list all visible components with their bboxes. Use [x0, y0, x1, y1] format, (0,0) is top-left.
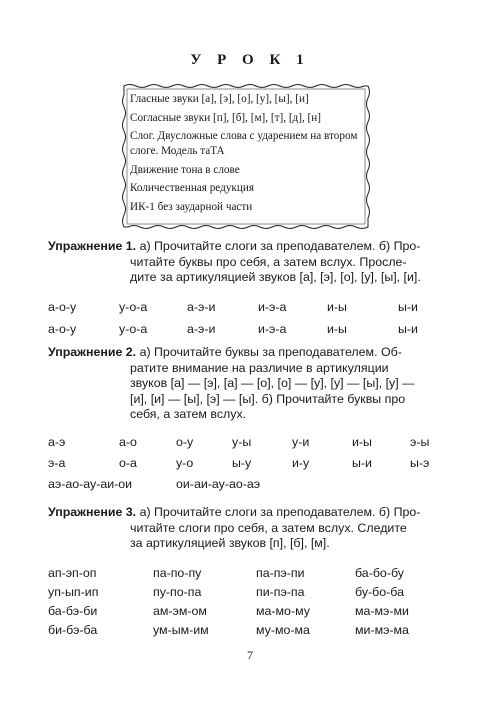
exercise-2-text-line: себя, а затем вслух.: [130, 407, 247, 421]
exercise-2-text-line: [и], [и] — [ы], [э] — [ы]. б) Прочитайте буквы про: [130, 391, 406, 406]
exercise-2-text-line: ратите внимание на различие в артикуляции: [130, 360, 389, 375]
syllable-group: ам-эм-ом: [153, 604, 207, 618]
syllable-group: ма-мо-му: [256, 604, 310, 618]
letter-pair: и-ы: [352, 435, 372, 449]
syllable-group: уп-ып-ип: [48, 585, 99, 599]
box-item-syllable: Слог. Двусложные слова с ударением на втором слоге. Модель таТА: [130, 130, 358, 157]
box-item-consonants: Согласные звуки [п], [б], [м], [т], [д], [н]: [130, 111, 321, 124]
syllable-group: би-бэ-ба: [48, 623, 98, 637]
syllable-group: ум-ым-им: [153, 623, 209, 637]
exercise-2-text-line: звуков [а] — [э], [а] — [о], [о] — [у], [у] — [ы], [у] —: [130, 376, 415, 390]
exercise-1-text-line: читайте буквы про себя, а затем вслух. Просле-: [130, 254, 407, 269]
exercise-3-label: Упражнение 3.: [48, 505, 137, 519]
syllable: у-о-а: [119, 300, 148, 314]
box-item-ik1: ИК-1 без заударной части: [130, 200, 253, 213]
letter-pair: у-о: [176, 456, 194, 470]
letter-pair: и-у: [292, 456, 310, 470]
exercise-1-label: Упражнение 1.: [48, 239, 137, 253]
exercise-2-text-first: а) Прочитайте буквы за преподавателем. Об-: [139, 345, 402, 359]
exercise-1-text-first: а) Прочитайте слоги за преподавателем. б) Про-: [139, 239, 421, 253]
syllable: и-э-а: [258, 300, 287, 314]
letter-pair: ы-у: [232, 456, 252, 470]
syllable-group: ми-мэ-ма: [355, 623, 409, 637]
exercise-3-text-first: а) Прочитайте слоги за преподавателем. б) Про-: [139, 505, 421, 519]
syllable: а-о-у: [48, 322, 77, 336]
syllable-group: ба-бэ-би: [48, 604, 98, 618]
vowel-chain: аэ-ао-ау-аи-ои: [48, 477, 133, 491]
exercise-3-text-line: читайте слоги про себя, а затем вслух. Следите: [130, 520, 407, 535]
syllable: ы-и: [398, 300, 418, 314]
page-number: 7: [247, 648, 253, 662]
letter-pair: ы-и: [352, 456, 372, 470]
box-item-reduction: Количественная редукция: [130, 182, 254, 194]
syllable: а-э-и: [187, 322, 216, 336]
exercise-1-text-line: дите за артикуляцией звуков [а], [э], [о], [у], [ы], [и].: [130, 270, 421, 284]
syllable-group: бу-бо-ба: [355, 585, 404, 599]
letter-pair: о-а: [119, 456, 137, 470]
box-item-vowels: Гласные звуки [а], [э], [о], [у], [ы], [и]: [130, 93, 309, 105]
letter-pair: а-э: [48, 435, 66, 449]
syllable-group: ба-бо-бу: [355, 566, 404, 580]
letter-pair: э-а: [48, 456, 66, 470]
syllable: а-э-и: [187, 300, 216, 314]
letter-pair: у-ы: [232, 435, 252, 449]
syllable: и-э-а: [258, 322, 287, 336]
letter-pair: ы-э: [410, 456, 430, 470]
lesson-topics-box: [121, 83, 371, 230]
exercise-2-instructions: [48, 345, 456, 423]
syllable: у-о-а: [119, 322, 148, 336]
syllable: и-ы: [327, 322, 347, 336]
syllable-group: пу-по-па: [153, 585, 202, 599]
syllable-group: ап-эп-оп: [48, 566, 97, 580]
letter-pair: у-и: [292, 435, 310, 449]
syllable-group: ма-мэ-ми: [355, 604, 409, 618]
letter-pair: а-о: [119, 435, 137, 449]
syllable: ы-и: [398, 322, 418, 336]
syllable: а-о-у: [48, 300, 77, 314]
syllable-group: па-по-пу: [153, 566, 202, 580]
syllable-group: му-мо-ма: [256, 623, 310, 637]
syllable: и-ы: [327, 300, 347, 314]
box-item-tone: Движение тона в слове: [130, 163, 240, 176]
exercise-2-label: Упражнение 2.: [48, 345, 137, 359]
lesson-title: У Р О К 1: [190, 52, 310, 68]
exercise-3-instructions: [48, 505, 456, 552]
letter-pair: э-ы: [410, 435, 430, 449]
letter-pair: о-у: [176, 435, 194, 449]
vowel-chain: ои-аи-ау-ао-аэ: [176, 477, 261, 491]
syllable-group: па-пэ-пи: [256, 566, 305, 580]
exercise-3-text-line: за артикуляцией звуков [п], [б], [м].: [130, 536, 330, 550]
syllable-group: пи-пэ-па: [256, 585, 305, 599]
exercise-1-instructions: [48, 239, 456, 286]
